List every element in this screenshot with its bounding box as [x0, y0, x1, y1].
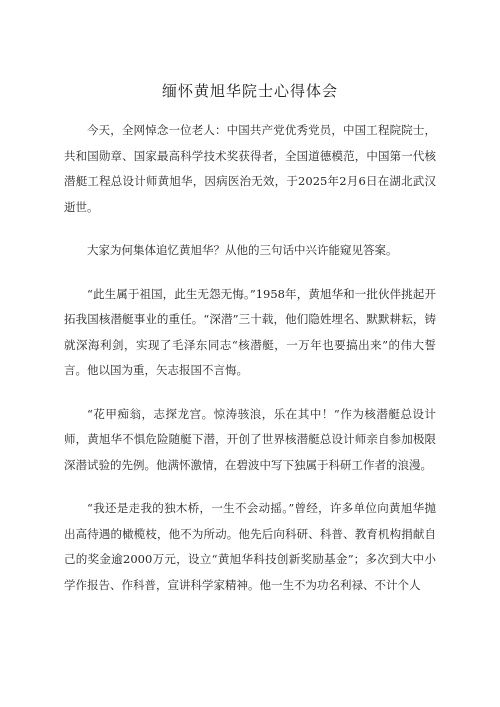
document-body	[64, 118, 436, 616]
paragraph-5: “我还是走我的独木桥，一生不会动摇。”曾经，许多单位向黄旭华抛出高待遇的橄榄枝，他不为所动。他先后向科研、科普、教育机构捐献自己的奖金逾2000万元，设立“黄旭华科技创新奖励基金”；多次到大中小学作报告、作科普，宣讲科学家精神。他一生不为功名利禄、不计个人	[64, 501, 436, 592]
paragraph-1: 今天，全网悼念一位老人：中国共产党优秀党员，中国工程院院士，共和国勋章、国家最高科学技术奖获得者，全国道德模范，中国第一代核潜艇工程总设计师黄旭华，因病医治无效，于2025年2月6日在湖北武汉逝世。	[64, 123, 436, 214]
document-title: 缅怀黄旭华院士心得体会	[161, 82, 338, 100]
paragraph-3: “此生属于祖国，此生无怨无悔。”1958年，黄旭华和一批伙伴挑起开拓我国核潜艇事业的重任。“深潜”三十载，他们隐姓埋名、默默耕耘，铸就深海利剑，实现了毛泽东同志“核潜艇，一万年也要搞出来”的伟大誓言。他以国为重，矢志报国不言悔。	[64, 286, 436, 377]
paragraph-4: “花甲痴翁，志探龙宫。惊涛骇浪，乐在其中！”作为核潜艇总设计师，黄旭华不惧危险随艇下潜，开创了世界核潜艇总设计师亲自参加极限深潜试验的先例。他满怀激情，在碧波中写下独属于科研工作者的浪漫。	[64, 406, 436, 472]
paragraph-2: 大家为何集体追忆黄旭华？从他的三句话中兴许能窥见答案。	[87, 243, 398, 257]
